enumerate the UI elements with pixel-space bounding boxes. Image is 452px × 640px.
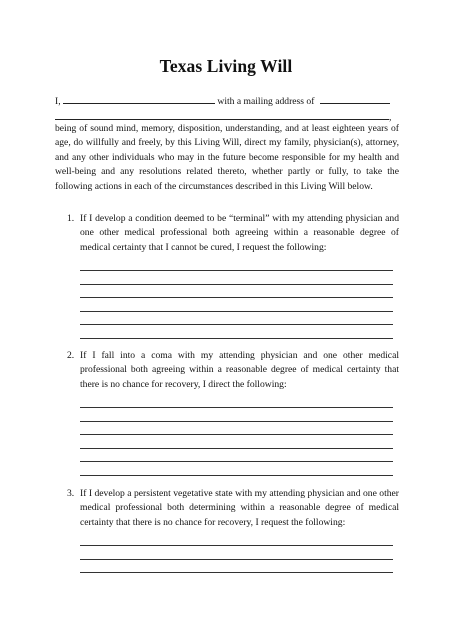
answer-line[interactable] <box>80 338 393 339</box>
item-number: 1. <box>67 213 75 224</box>
address-continuation-blank[interactable] <box>55 109 389 120</box>
item-number: 2. <box>67 350 75 361</box>
answer-line[interactable] <box>80 448 393 449</box>
address-label: with a mailing address of <box>217 96 315 107</box>
address-blank[interactable] <box>320 93 390 104</box>
item-number: 3. <box>67 488 75 499</box>
answer-line[interactable] <box>80 297 393 298</box>
name-blank[interactable] <box>63 93 215 104</box>
name-address-line <box>55 93 390 109</box>
answer-line[interactable] <box>80 559 393 560</box>
list-item <box>67 487 399 530</box>
answer-line[interactable] <box>80 270 393 271</box>
answer-line[interactable] <box>80 461 393 462</box>
list-item <box>67 349 399 392</box>
item-text: If I fall into a coma with my attending physician and one other medical professional both agreeing within a reasonable degree of medical certainty that there is no chance for recovery, I direct the following: <box>80 350 399 390</box>
answer-line[interactable] <box>80 311 393 312</box>
answer-line[interactable] <box>80 284 393 285</box>
answer-line[interactable] <box>80 545 393 546</box>
document-title: Texas Living Will <box>159 56 293 76</box>
item-text: If I develop a condition deemed to be “terminal” with my attending physician and one other medical professional both agreeing within a reasonable degree of medical certainty that I cannot be cured, I request the following: <box>80 213 399 253</box>
answer-line[interactable] <box>80 434 393 435</box>
list-item <box>67 212 399 255</box>
intro-paragraph: being of sound mind, memory, disposition, understanding, and at least eighteen years of age, do willfully and freely, by this Living Will, direct my family, physician(s), attorney, and any other individuals who may in the future become responsible for my health and well-being and any resolutions related thereto, whether partly or fully, to take the following actions in each of the circumstances described in this Living Will below. <box>55 123 399 192</box>
answer-line[interactable] <box>80 324 393 325</box>
answer-line[interactable] <box>80 421 393 422</box>
item-text: If I develop a persistent vegetative state with my attending physician and one other medical professional both determining within a reasonable degree of medical certainty that there is no chance for recovery, I request the following: <box>80 488 399 528</box>
name-prefix: I, <box>55 96 61 107</box>
answer-line[interactable] <box>80 572 393 573</box>
address-comma: , <box>389 112 392 123</box>
answer-line[interactable] <box>80 475 393 476</box>
answer-line[interactable] <box>80 407 393 408</box>
